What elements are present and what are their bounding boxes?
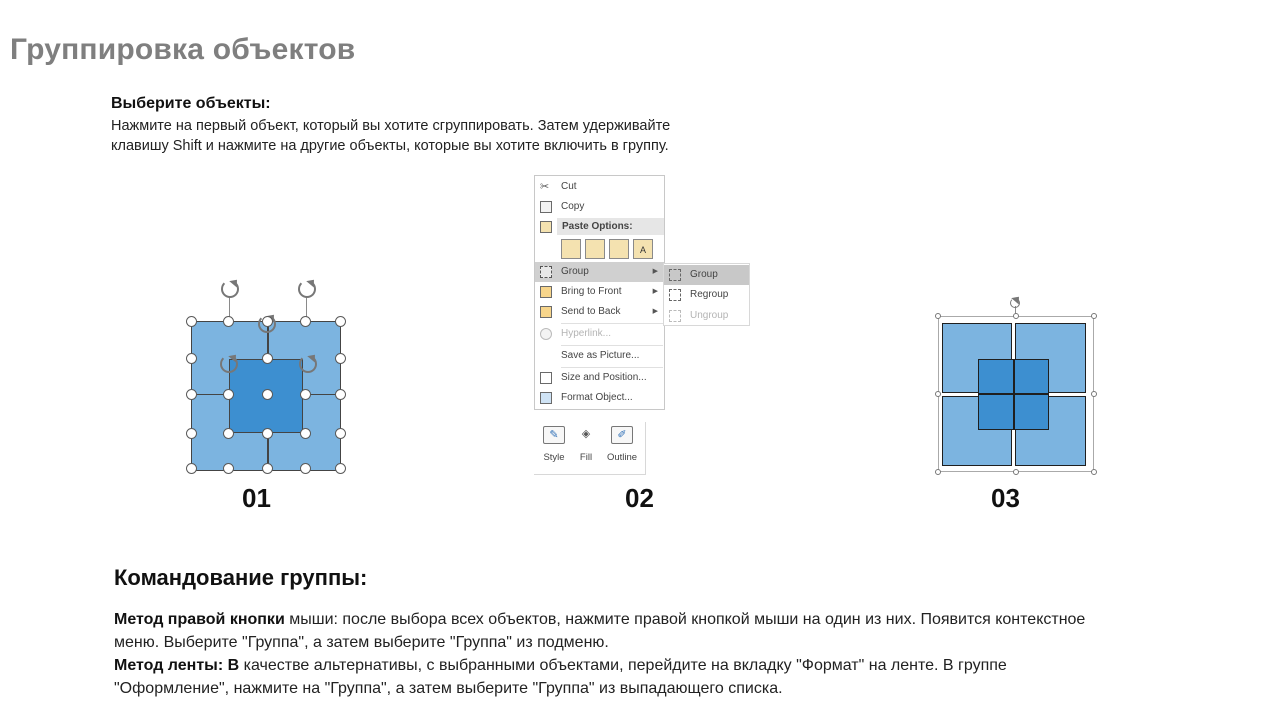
resize-handle[interactable] [186,428,197,439]
fill-bucket-icon: ◈ [581,428,591,440]
method-right-click-paragraph [114,608,1114,654]
resize-handle[interactable] [223,428,234,439]
ribbon-style-button[interactable]: ✎ Style [536,426,572,463]
resize-handle[interactable] [1013,469,1019,475]
hyperlink-icon [540,328,552,340]
submenu-arrow-icon: ▶ [652,288,658,295]
resize-handle[interactable] [335,463,346,474]
paste-icon [540,221,552,233]
rotate-handle-icon[interactable] [1010,298,1020,308]
resize-handle[interactable] [186,353,197,364]
intro-line-1: Нажмите на первый объект, который вы хотите сгруппировать. Затем удерживайте [111,118,671,134]
outline-pen-icon: ✐ [611,426,633,444]
menu-item-bring-to-front[interactable]: Bring to Front ▶ [535,282,664,302]
resize-handle[interactable] [300,463,311,474]
resize-handle[interactable] [300,316,311,327]
resize-handle[interactable] [1091,469,1097,475]
resize-handle[interactable] [186,389,197,400]
rotate-handle-icon[interactable] [299,355,317,373]
ribbon-outline-button[interactable]: ✐ Outline [604,426,640,463]
menu-item-cut[interactable]: ✂ Cut [540,181,577,193]
figure-selected-shapes [185,275,350,475]
regroup-icon [669,289,681,301]
resize-handle[interactable] [223,463,234,474]
resize-handle[interactable] [935,469,941,475]
paste-picture-icon[interactable] [609,239,629,259]
method-ribbon-paragraph [114,654,1114,700]
method-right-click-label: Метод правой кнопки [114,611,285,628]
method-right-click-text: мыши: после выбора всех объектов, нажмите правой кнопкой мыши на один из них. Появится контекстное меню. Выберите "Группа", а затем выберите "Группа" из подменю. [114,611,1086,651]
resize-handle[interactable] [935,391,941,397]
ungroup-icon [669,310,681,322]
format-ribbon [534,422,646,475]
resize-handle[interactable] [223,316,234,327]
format-object-icon [540,392,552,404]
rotate-handle-icon[interactable] [221,280,239,298]
submenu-arrow-icon: ▶ [652,268,658,275]
paste-options-row [561,239,653,259]
resize-handle[interactable] [335,389,346,400]
resize-handle[interactable] [262,428,273,439]
resize-handle[interactable] [223,389,234,400]
step-number-2: 02 [625,483,654,513]
paste-keep-format-icon[interactable] [561,239,581,259]
ribbon-fill-button[interactable]: ◈ Fill [568,426,604,463]
step-number-3: 03 [991,483,1020,513]
group-icon [669,269,681,281]
section-title: Командование группы: [114,565,368,590]
resize-handle[interactable] [300,389,311,400]
resize-handle[interactable] [335,353,346,364]
size-position-icon [540,372,552,384]
figure-grouped-shapes [935,296,1100,476]
copy-icon [540,201,552,213]
method-ribbon-text: качестве альтернативы, с выбранными объектами, перейдите на вкладку "Формат" на ленте. В группе "Оформление", нажмите на "Группа", а затем выберите "Группа" из выпадающего списка. [114,657,1007,697]
step-number-1: 01 [242,483,271,513]
resize-handle[interactable] [300,428,311,439]
paste-text-only-icon[interactable]: A [633,239,653,259]
submenu-item-group[interactable]: Group [664,265,749,285]
submenu-arrow-icon: ▶ [652,308,658,315]
rotate-handle-icon[interactable] [298,280,316,298]
style-icon: ✎ [543,426,565,444]
page-title: Группировка объектов [10,33,356,66]
bring-front-icon [540,286,552,298]
resize-handle[interactable] [1091,391,1097,397]
resize-handle[interactable] [262,353,273,364]
paste-options-header: Paste Options: [557,218,664,235]
resize-handle[interactable] [262,316,273,327]
group-icon [540,266,552,278]
menu-item-size-and-position[interactable]: Size and Position... [535,368,664,388]
rotate-handle-icon[interactable] [220,355,238,373]
resize-handle[interactable] [262,463,273,474]
resize-handle[interactable] [186,316,197,327]
intro-heading: Выберите объекты: [111,95,271,112]
send-back-icon [540,306,552,318]
intro-block [111,95,751,156]
submenu-item-regroup[interactable]: Regroup [664,285,749,305]
group-submenu [663,263,750,326]
resize-handle[interactable] [335,428,346,439]
resize-handle[interactable] [262,389,273,400]
method-ribbon-label: Метод ленты: В [114,657,240,674]
submenu-item-ungroup: Ungroup [664,306,749,326]
menu-item-format-object[interactable]: Format Object... [535,388,664,408]
menu-item-save-as-picture[interactable]: Save as Picture... [561,350,640,361]
section-body [114,608,1114,700]
resize-handle[interactable] [1013,313,1019,319]
context-menu [534,175,665,410]
resize-handle[interactable] [935,313,941,319]
menu-item-group[interactable]: Group ▶ [535,262,664,282]
menu-item-hyperlink: Hyperlink... [535,324,664,344]
resize-handle[interactable] [1091,313,1097,319]
resize-handle[interactable] [335,316,346,327]
menu-item-copy[interactable]: Copy [535,197,664,217]
intro-line-2: клавишу Shift и нажмите на другие объекты, которые вы хотите включить в группу. [111,138,669,154]
scissors-icon: ✂ [540,181,550,193]
menu-item-send-to-back[interactable]: Send to Back ▶ [535,302,664,322]
paste-merge-icon[interactable] [585,239,605,259]
resize-handle[interactable] [186,463,197,474]
